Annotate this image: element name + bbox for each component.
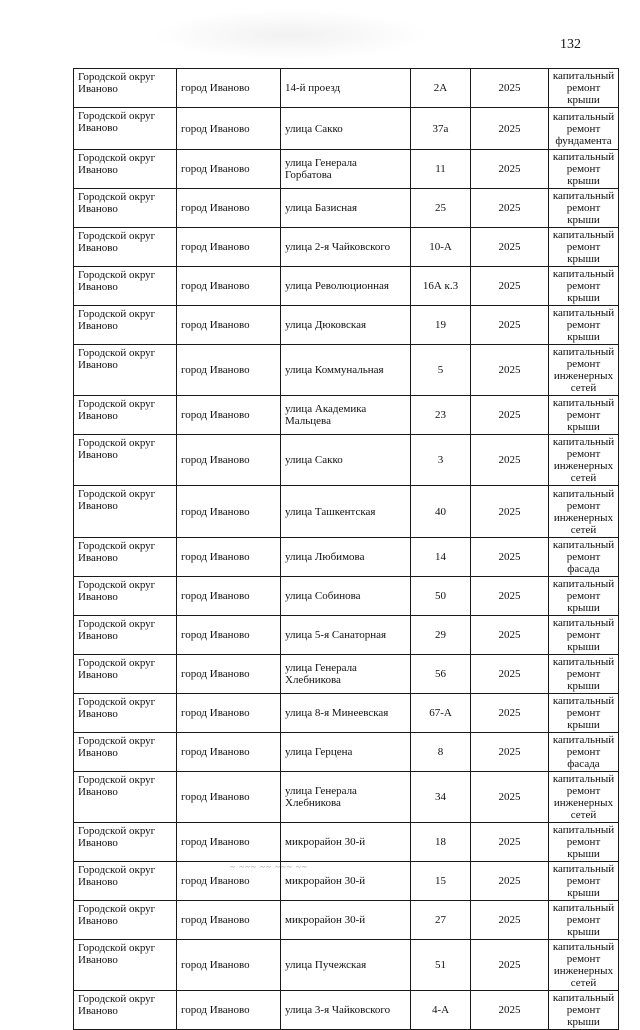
- city-cell: город Иваново: [177, 150, 281, 189]
- table-row: [74, 538, 619, 577]
- street-cell: улица Собинова: [281, 577, 411, 616]
- year-cell: 2025: [471, 108, 549, 150]
- table-body: [74, 69, 619, 1030]
- work-type-cell: капитальный ремонт инженерных сетей: [549, 940, 619, 991]
- year-cell: 2025: [471, 991, 549, 1030]
- work-type-cell: капитальный ремонт крыши: [549, 577, 619, 616]
- table-row: [74, 577, 619, 616]
- table-row: [74, 69, 619, 108]
- street-cell: улица Пучежская: [281, 940, 411, 991]
- city-cell: город Иваново: [177, 772, 281, 823]
- street-cell: улица 3-я Чайковского: [281, 991, 411, 1030]
- year-cell: 2025: [471, 901, 549, 940]
- district-cell: Городской округ Иваново: [74, 396, 177, 435]
- year-cell: 2025: [471, 940, 549, 991]
- district-cell: Городской округ Иваново: [74, 616, 177, 655]
- year-cell: 2025: [471, 69, 549, 108]
- district-cell: Городской округ Иваново: [74, 189, 177, 228]
- work-type-cell: капитальный ремонт крыши: [549, 150, 619, 189]
- city-cell: город Иваново: [177, 991, 281, 1030]
- city-cell: город Иваново: [177, 108, 281, 150]
- city-cell: город Иваново: [177, 228, 281, 267]
- city-cell: город Иваново: [177, 901, 281, 940]
- table-row: [74, 345, 619, 396]
- street-cell: микрорайон 30-й: [281, 823, 411, 862]
- city-cell: город Иваново: [177, 435, 281, 486]
- city-cell: город Иваново: [177, 306, 281, 345]
- year-cell: 2025: [471, 396, 549, 435]
- street-cell: улица Революционная: [281, 267, 411, 306]
- house-number-cell: 8: [411, 733, 471, 772]
- street-cell: улица Академика Мальцева: [281, 396, 411, 435]
- work-type-cell: капитальный ремонт крыши: [549, 862, 619, 901]
- work-type-cell: капитальный ремонт инженерных сетей: [549, 435, 619, 486]
- table-row: [74, 733, 619, 772]
- district-cell: Городской округ Иваново: [74, 267, 177, 306]
- house-number-cell: 50: [411, 577, 471, 616]
- work-type-cell: капитальный ремонт крыши: [549, 991, 619, 1030]
- work-type-cell: капитальный ремонт фундамента: [549, 108, 619, 150]
- house-number-cell: 23: [411, 396, 471, 435]
- city-cell: город Иваново: [177, 940, 281, 991]
- house-number-cell: 18: [411, 823, 471, 862]
- table-row: [74, 396, 619, 435]
- table-row: [74, 616, 619, 655]
- street-cell: улица Генерала Хлебникова: [281, 772, 411, 823]
- house-number-cell: 19: [411, 306, 471, 345]
- table-row: [74, 306, 619, 345]
- house-number-cell: 51: [411, 940, 471, 991]
- table-row: [74, 108, 619, 150]
- table-row: [74, 486, 619, 538]
- house-number-cell: 15: [411, 862, 471, 901]
- table-row: [74, 655, 619, 694]
- city-cell: город Иваново: [177, 267, 281, 306]
- street-cell: улица Генерала Горбатова: [281, 150, 411, 189]
- work-type-cell: капитальный ремонт крыши: [549, 69, 619, 108]
- work-type-cell: капитальный ремонт крыши: [549, 306, 619, 345]
- work-type-cell: капитальный ремонт инженерных сетей: [549, 772, 619, 823]
- work-type-cell: капитальный ремонт крыши: [549, 655, 619, 694]
- year-cell: 2025: [471, 862, 549, 901]
- district-cell: Городской округ Иваново: [74, 306, 177, 345]
- district-cell: Городской округ Иваново: [74, 940, 177, 991]
- district-cell: Городской округ Иваново: [74, 577, 177, 616]
- street-cell: улица Сакко: [281, 108, 411, 150]
- city-cell: город Иваново: [177, 345, 281, 396]
- district-cell: Городской округ Иваново: [74, 694, 177, 733]
- house-number-cell: 40: [411, 486, 471, 538]
- district-cell: Городской округ Иваново: [74, 538, 177, 577]
- district-cell: Городской округ Иваново: [74, 823, 177, 862]
- street-cell: улица Любимова: [281, 538, 411, 577]
- table-row: [74, 267, 619, 306]
- street-cell: улица Дюковская: [281, 306, 411, 345]
- year-cell: 2025: [471, 228, 549, 267]
- street-cell: микрорайон 30-й: [281, 901, 411, 940]
- work-type-cell: капитальный ремонт крыши: [549, 823, 619, 862]
- work-type-cell: капитальный ремонт крыши: [549, 228, 619, 267]
- table-row: [74, 435, 619, 486]
- street-cell: улица 2-я Чайковского: [281, 228, 411, 267]
- year-cell: 2025: [471, 345, 549, 396]
- table-row: [74, 901, 619, 940]
- house-number-cell: 4-А: [411, 991, 471, 1030]
- house-number-cell: 37а: [411, 108, 471, 150]
- street-cell: улица Генерала Хлебникова: [281, 655, 411, 694]
- house-number-cell: 14: [411, 538, 471, 577]
- work-type-cell: капитальный ремонт крыши: [549, 901, 619, 940]
- year-cell: 2025: [471, 655, 549, 694]
- district-cell: Городской округ Иваново: [74, 486, 177, 538]
- house-number-cell: 3: [411, 435, 471, 486]
- work-type-cell: капитальный ремонт фасада: [549, 538, 619, 577]
- table-row: [74, 940, 619, 991]
- year-cell: 2025: [471, 486, 549, 538]
- city-cell: город Иваново: [177, 396, 281, 435]
- table-row: [74, 150, 619, 189]
- repair-schedule-table: [73, 68, 619, 1030]
- work-type-cell: капитальный ремонт крыши: [549, 267, 619, 306]
- city-cell: город Иваново: [177, 823, 281, 862]
- house-number-cell: 10-А: [411, 228, 471, 267]
- city-cell: город Иваново: [177, 538, 281, 577]
- work-type-cell: капитальный ремонт инженерных сетей: [549, 345, 619, 396]
- table-row: [74, 189, 619, 228]
- table-row: [74, 228, 619, 267]
- street-cell: улица Коммунальная: [281, 345, 411, 396]
- table-row: [74, 694, 619, 733]
- year-cell: 2025: [471, 189, 549, 228]
- district-cell: Городской округ Иваново: [74, 228, 177, 267]
- house-number-cell: 34: [411, 772, 471, 823]
- street-cell: улица Герцена: [281, 733, 411, 772]
- street-cell: улица 8-я Минеевская: [281, 694, 411, 733]
- year-cell: 2025: [471, 267, 549, 306]
- house-number-cell: 25: [411, 189, 471, 228]
- house-number-cell: 5: [411, 345, 471, 396]
- scan-smudge: [150, 10, 430, 60]
- house-number-cell: 27: [411, 901, 471, 940]
- city-cell: город Иваново: [177, 486, 281, 538]
- district-cell: Городской округ Иваново: [74, 69, 177, 108]
- district-cell: Городской округ Иваново: [74, 108, 177, 150]
- district-cell: Городской округ Иваново: [74, 733, 177, 772]
- district-cell: Городской округ Иваново: [74, 862, 177, 901]
- street-cell: улица Базисная: [281, 189, 411, 228]
- district-cell: Городской округ Иваново: [74, 655, 177, 694]
- street-cell: улица 5-я Санаторная: [281, 616, 411, 655]
- year-cell: 2025: [471, 435, 549, 486]
- city-cell: город Иваново: [177, 694, 281, 733]
- city-cell: город Иваново: [177, 577, 281, 616]
- year-cell: 2025: [471, 150, 549, 189]
- work-type-cell: капитальный ремонт крыши: [549, 616, 619, 655]
- street-cell: улица Сакко: [281, 435, 411, 486]
- house-number-cell: 2А: [411, 69, 471, 108]
- district-cell: Городской округ Иваново: [74, 901, 177, 940]
- city-cell: город Иваново: [177, 189, 281, 228]
- city-cell: город Иваново: [177, 616, 281, 655]
- district-cell: Городской округ Иваново: [74, 435, 177, 486]
- year-cell: 2025: [471, 823, 549, 862]
- year-cell: 2025: [471, 733, 549, 772]
- table-row: [74, 823, 619, 862]
- year-cell: 2025: [471, 538, 549, 577]
- work-type-cell: капитальный ремонт крыши: [549, 694, 619, 733]
- city-cell: город Иваново: [177, 733, 281, 772]
- house-number-cell: 67-А: [411, 694, 471, 733]
- year-cell: 2025: [471, 306, 549, 345]
- district-cell: Городской округ Иваново: [74, 345, 177, 396]
- district-cell: Городской округ Иваново: [74, 150, 177, 189]
- house-number-cell: 29: [411, 616, 471, 655]
- city-cell: город Иваново: [177, 655, 281, 694]
- district-cell: Городской округ Иваново: [74, 772, 177, 823]
- street-cell: микрорайон 30-й: [281, 862, 411, 901]
- year-cell: 2025: [471, 616, 549, 655]
- district-cell: Городской округ Иваново: [74, 991, 177, 1030]
- year-cell: 2025: [471, 577, 549, 616]
- city-cell: город Иваново: [177, 69, 281, 108]
- year-cell: 2025: [471, 694, 549, 733]
- table-row: [74, 772, 619, 823]
- year-cell: 2025: [471, 772, 549, 823]
- page-number: 132: [560, 37, 581, 52]
- house-number-cell: 16А к.3: [411, 267, 471, 306]
- work-type-cell: капитальный ремонт крыши: [549, 189, 619, 228]
- table-row: [74, 991, 619, 1030]
- house-number-cell: 56: [411, 655, 471, 694]
- city-cell: город Иваново: [177, 862, 281, 901]
- work-type-cell: капитальный ремонт крыши: [549, 396, 619, 435]
- house-number-cell: 11: [411, 150, 471, 189]
- street-cell: улица Ташкентская: [281, 486, 411, 538]
- work-type-cell: капитальный ремонт инженерных сетей: [549, 486, 619, 538]
- street-cell: 14-й проезд: [281, 69, 411, 108]
- work-type-cell: капитальный ремонт фасада: [549, 733, 619, 772]
- signature-scribble: ~ ~~~ ~~ ~~~ ~~: [230, 862, 308, 872]
